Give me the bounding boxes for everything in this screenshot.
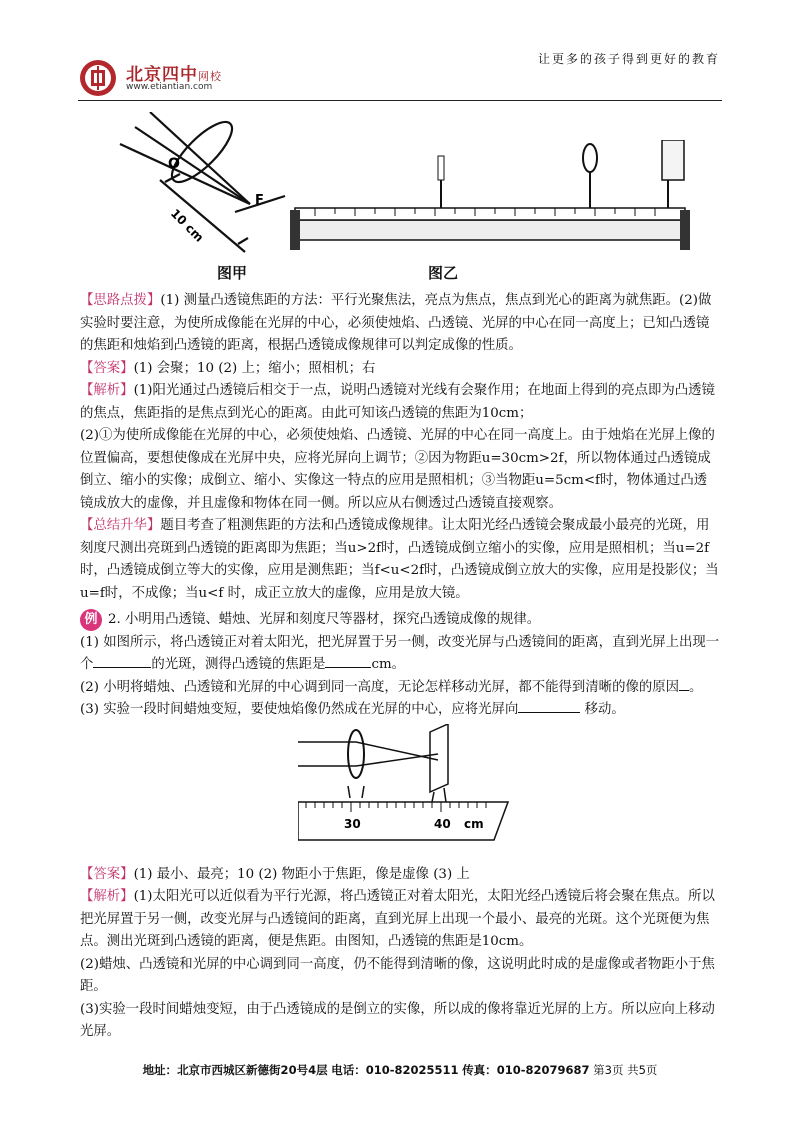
- figures-row: [80, 112, 720, 290]
- ruler-unit-label: cm: [464, 816, 484, 831]
- logo-name: 北京四中网校: [126, 65, 222, 85]
- blank-4[interactable]: [518, 712, 580, 713]
- q2-part3: (3) 实验一段时间蜡烛变短，要使烛焰像仍然成在光屏的中心，应将光屏向 移动。: [80, 702, 625, 717]
- figure-a-f-label: F: [255, 193, 264, 208]
- q1-analysis: [80, 380, 720, 425]
- figure-a-o-label: O: [168, 156, 180, 172]
- q2-title: [80, 609, 720, 632]
- hint-text: (1) 测量凸透镜焦距的方法：平行光聚焦法，亮点为焦点，焦点到光心的距离为就焦距。(2)做实验时要注意，为使所成像能在光屏的中心，必须使烛焰、凸透镜、光屏的中心在同一高度上；已知凸透镜的焦距和烛焰到凸透镜的距离，根据凸透镜成像规律可以判定成像的性质。: [80, 293, 712, 353]
- q2-analysis: [80, 886, 720, 954]
- page-header: [0, 0, 800, 104]
- analysis-text: (1)阳光通过凸透镜后相交于一点，说明凸透镜对光线有会聚作用；在地面上得到的亮点即为凸透镜的焦点，焦距指的是焦点到光心的距离。由此可知该凸透镜的焦距为10cm；: [80, 383, 715, 421]
- q2-analysis-3: (3)实验一段时间蜡烛变短，由于凸透镜成的是倒立的实像，所以成的像将靠近光屏的上方。所以应向上移动光屏。: [80, 1001, 715, 1039]
- q2-part1: (1) 如图所示，将凸透镜正对着太阳光，把光屏置于另一侧，改变光屏与凸透镜间的距离，直到光屏上出现一个 的光斑，测得凸透镜的焦距是 cm。: [80, 634, 720, 672]
- page-number: 第3页 共5页: [593, 1063, 658, 1077]
- slogan: 让更多的孩子得到更好的教育: [537, 52, 720, 66]
- example-marker-icon: 例: [80, 609, 102, 631]
- q2-answer: [80, 864, 720, 887]
- answer-tag: 【答案】: [80, 360, 134, 376]
- figure-a-label: 图甲: [217, 264, 248, 282]
- figure-b-label: 图乙: [428, 264, 459, 282]
- ruler-40-label: 40: [434, 816, 451, 831]
- ruler-30-label: 30: [344, 816, 361, 831]
- page-content: [80, 112, 720, 1044]
- analysis-tag: 【解析】: [80, 889, 134, 904]
- q1-answer: [80, 358, 720, 381]
- answer-tag: 【答案】: [80, 866, 134, 882]
- q1-summary: [80, 515, 720, 605]
- summary-tag: 【总结升华】: [80, 518, 161, 533]
- figure-b-optical-bench: [290, 140, 690, 260]
- q2-figure: [80, 724, 720, 856]
- blank-2[interactable]: [325, 667, 371, 668]
- figure-a-distance-label: 10 cm: [167, 206, 207, 245]
- blank-3[interactable]: [679, 690, 689, 691]
- blank-1[interactable]: [93, 667, 151, 668]
- q2-title-text: 2. 小明用凸透镜、蜡烛、光屏和刻度尺等器材，探究凸透镜成像的规律。: [108, 612, 541, 627]
- q1-hint: [80, 290, 720, 358]
- school-logo-icon: [78, 58, 118, 98]
- answer-text: (1) 会聚；10 (2) 上；缩小；照相机；右: [133, 360, 376, 376]
- figure-a-diagram: [110, 112, 320, 257]
- page-footer: 地址：北京市西城区新德街20号4层 电话：010-82025511 传真：010-82079687 第3页 共5页: [142, 1063, 658, 1077]
- hint-tag: 【思路点拨】: [80, 293, 161, 308]
- q2-analysis-2: (2)蜡烛、凸透镜和光屏的中心调到同一高度，仍不能得到清晰的像，这说明此时成的是虚像或者物距小于焦距。: [80, 956, 715, 994]
- analysis-text: (1)太阳光可以近似看为平行光源，将凸透镜正对着太阳光，太阳光经凸透镜后将会聚在焦点。所以把光屏置于另一侧，改变光屏与凸透镜间的距离，直到光屏上出现一个最小、最亮的光斑。这个光斑便为焦点。测出光斑到凸透镜的距离，便是焦距。由图知，凸透镜的焦距是10cm。: [80, 889, 715, 949]
- summary-text: 题目考查了粗测焦距的方法和凸透镜成像规律。让太阳光经凸透镜会聚成最小最亮的光斑，用刻度尺测出亮斑到凸透镜的距离即为焦距；当u>2f时，凸透镜成倒立缩小的实像，应用是照相机；当u=2f时，凸透镜成倒立等大的实像，应用是测焦距；当f<u<2f时，凸透镜成倒立放大的实像，应用是投影仪；当u=f时，不成像；当u<f 时，成正立放大的虚像，应用是放大镜。: [80, 518, 719, 601]
- analysis-tag: 【解析】: [80, 383, 134, 398]
- header-divider: [78, 100, 722, 101]
- q1-analysis-2: (2)①为使所成像能在光屏的中心，必须使烛焰、凸透镜、光屏的中心在同一高度上。由于烛焰在光屏上像的位置偏高，要想使像成在光屏中央，应将光屏向上调节；②因为物距u=30cm>2f，所以物体通过凸透镜成倒立、缩小的实像；成倒立、缩小、实像这一特点的应用是照相机；③当物距u=5cm<f时，物体通过凸透镜成放大的虚像，并且虚像和物体在同一侧。所以应从右侧透过凸透镜直接观察。: [80, 428, 715, 511]
- q2-part2: (2) 小明将蜡烛、凸透镜和光屏的中心调到同一高度，无论怎样移动光屏，都不能得到清晰的像的原因 。: [80, 679, 703, 695]
- answer-text: (1) 最小、最亮；10 (2) 物距小于焦距，像是虚像 (3) 上: [133, 866, 470, 882]
- logo-url: www.etiantian.com: [126, 82, 213, 92]
- lens-ruler-diagram: [298, 724, 510, 854]
